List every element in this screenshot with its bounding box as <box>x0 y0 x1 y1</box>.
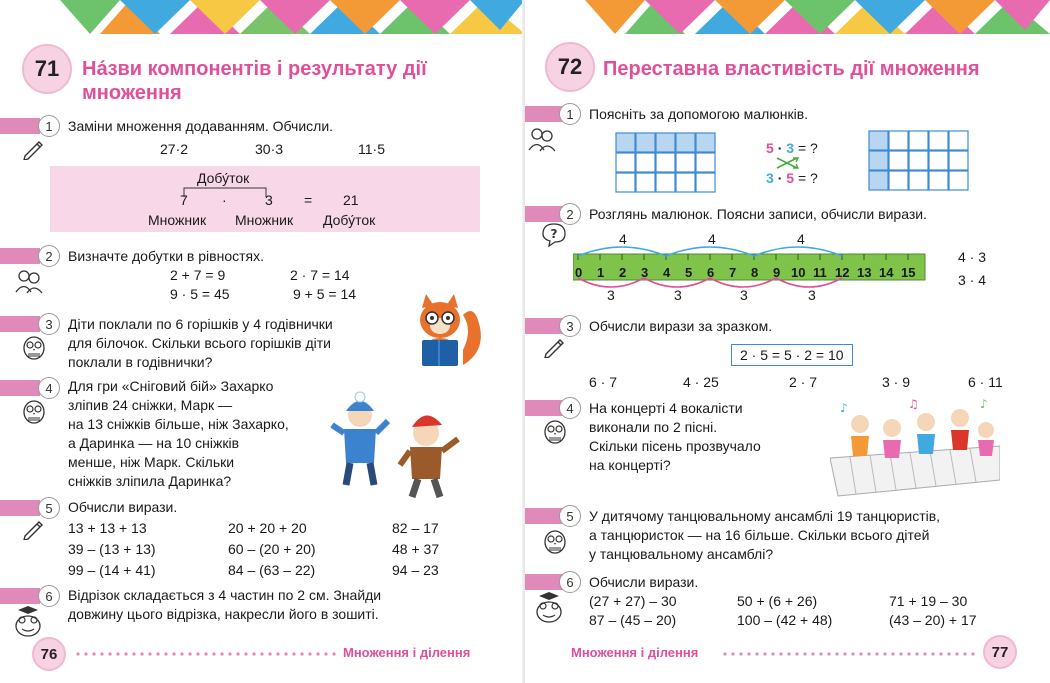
task-6-text: Обчисли вирази. <box>589 574 699 590</box>
task-bar <box>525 206 563 222</box>
grid-cell <box>636 173 655 192</box>
expression: 87 – (45 – 20) <box>589 612 677 628</box>
expression: (27 + 27) – 30 <box>589 593 677 609</box>
expression: 4 · 3 <box>958 249 987 265</box>
grid-cell <box>889 171 908 190</box>
expression: 3 · 9 <box>882 374 911 390</box>
grid-cell <box>676 173 695 192</box>
grid-cell <box>949 151 968 170</box>
top-decoration <box>60 0 525 34</box>
owl-icon <box>22 398 46 424</box>
product-label-top: Добу́ток <box>197 170 250 186</box>
grid-cell <box>676 133 695 152</box>
grid-cell <box>869 131 888 150</box>
task-3-line: для білочок. Скільки всього горішків діти <box>68 335 331 351</box>
task-bar <box>0 588 40 604</box>
expression: 82 – 17 <box>392 520 439 536</box>
expression: 6 · 11 <box>968 374 1003 390</box>
equals-sign: = <box>304 192 313 208</box>
task-number: 6 <box>38 585 60 607</box>
footer-section-title: Множення і ділення <box>571 645 699 660</box>
task-bar <box>525 400 563 416</box>
task-number: 6 <box>559 571 581 593</box>
sample-box: 2 · 5 = 5 · 2 = 10 <box>731 344 853 366</box>
right-page <box>525 0 1050 683</box>
grid-cell <box>676 153 695 172</box>
task-4-line: на концерті? <box>589 457 671 473</box>
svg-text:♫: ♫ <box>908 397 919 411</box>
ruler-label: 0 <box>575 265 583 280</box>
expression: 71 + 19 – 30 <box>889 593 968 609</box>
task-number: 2 <box>559 203 581 225</box>
frog-scholar-icon <box>12 604 44 638</box>
expression: 39 – (13 + 13) <box>68 541 156 557</box>
footer-dots <box>721 652 975 656</box>
task-bar <box>0 316 40 332</box>
task-number: 4 <box>38 377 60 399</box>
grid-cell <box>949 131 968 150</box>
expression: 50 + (6 + 26) <box>737 593 818 609</box>
grid-cell <box>636 133 655 152</box>
grid-cell <box>909 151 928 170</box>
factor-label: Множник <box>235 212 294 228</box>
ruler-label: 10 <box>791 265 806 280</box>
arc-label-bottom: 3 <box>808 287 816 303</box>
factor: 3 <box>786 140 795 156</box>
task-bar <box>525 318 563 334</box>
task-number: 1 <box>559 103 581 125</box>
grid-cell <box>929 171 948 190</box>
task-4-line: а Даринка — на 10 сніжків <box>68 435 240 451</box>
grid-cell <box>616 153 635 172</box>
factor-b: 3 <box>265 192 273 208</box>
thinking-question-icon <box>539 222 569 248</box>
expression: 30·3 <box>255 141 284 157</box>
owl-icon <box>543 418 567 444</box>
task-4-line: зліпив 24 сніжки, Марк — <box>68 397 233 413</box>
task-bar <box>525 508 563 524</box>
task-bar <box>525 106 563 122</box>
grid-cell <box>696 153 715 172</box>
factor: 3 <box>766 170 774 186</box>
task-number: 3 <box>559 315 581 337</box>
expression: 11·5 <box>358 141 385 157</box>
expression: 20 + 20 + 20 <box>228 520 307 536</box>
ruler-label: 7 <box>729 265 737 280</box>
ruler-label: 15 <box>901 265 916 280</box>
footer-section-title: Множення і ділення <box>343 645 471 660</box>
grid-cell <box>696 133 715 152</box>
expression: 100 – (42 + 48) <box>737 612 833 628</box>
arc-label-bottom: 3 <box>740 287 748 303</box>
page-number: 77 <box>983 635 1017 669</box>
svg-text:♪: ♪ <box>980 397 988 411</box>
pair-work-icon <box>14 268 44 294</box>
owl-icon <box>22 334 46 360</box>
grid-cell <box>929 151 948 170</box>
grid-3x5-figure <box>868 130 974 194</box>
multiply-dot: · <box>777 170 783 186</box>
task-bar <box>525 574 563 590</box>
frog-scholar-icon <box>533 590 565 624</box>
arc-label-top: 4 <box>708 231 716 247</box>
expression: 99 – (14 + 41) <box>68 562 156 578</box>
grid-cell <box>696 173 715 192</box>
expression: 2 · 7 <box>789 374 818 390</box>
ruler-label: 1 <box>597 265 605 280</box>
grid-cell <box>909 171 928 190</box>
grid-cell <box>656 133 675 152</box>
task-2-text: Визначте добутки в рівностях. <box>68 248 264 264</box>
task-4-line: сніжків зліпила Даринка? <box>68 473 232 489</box>
page-number: 76 <box>32 637 66 671</box>
grid-cell <box>656 173 675 192</box>
arc-label-bottom: 3 <box>607 287 615 303</box>
grid-cell <box>656 153 675 172</box>
grid-5x3-figure <box>615 132 721 194</box>
svg-text:♪: ♪ <box>840 401 848 415</box>
task-bar <box>0 380 40 396</box>
expression: 13 + 13 + 13 <box>68 520 147 536</box>
grid-cell <box>869 151 888 170</box>
expression: 27·2 <box>160 141 189 157</box>
product-value: 21 <box>343 192 359 208</box>
lesson-number-badge: 71 <box>22 44 72 94</box>
ruler-label: 13 <box>857 265 872 280</box>
task-number: 1 <box>38 115 60 137</box>
factor-label: Множник <box>148 212 207 228</box>
arc-label-top: 4 <box>797 231 805 247</box>
factor: 5 <box>786 170 795 186</box>
ruler-label: 11 <box>813 265 827 280</box>
equation: 2 · 7 = 14 <box>290 267 350 283</box>
task-number: 3 <box>38 313 60 335</box>
equation-3x5 <box>766 168 818 189</box>
factor-a: 7 <box>180 192 188 208</box>
multiply-dot: · <box>777 140 783 156</box>
ruler-label: 12 <box>835 265 850 280</box>
arc-label-top: 4 <box>619 231 627 247</box>
task-5-line: у танцювальному ансамблі? <box>589 546 774 562</box>
squirrel-illustration <box>408 290 488 370</box>
task-number: 5 <box>38 497 60 519</box>
expression: 84 – (63 – 22) <box>228 562 316 578</box>
singers-on-piano-illustration <box>830 396 1000 498</box>
pencil-icon <box>22 138 46 160</box>
equation: 2 + 7 = 9 <box>170 267 226 283</box>
lesson-number-badge: 72 <box>545 42 595 92</box>
expression: 60 – (20 + 20) <box>228 541 316 557</box>
expression: 4 · 25 <box>683 374 719 390</box>
task-4-line: Для гри «Сніговий бій» Захарко <box>68 378 274 394</box>
equation: 9 + 5 = 14 <box>293 286 357 302</box>
factor: 5 <box>766 140 774 156</box>
grid-cell <box>929 131 948 150</box>
expression: 3 · 4 <box>958 272 987 288</box>
task-5-line: У дитячому танцювальному ансамблі 19 танцюристів, <box>589 508 941 524</box>
ruler-label: 3 <box>641 265 649 280</box>
task-number: 5 <box>559 505 581 527</box>
expression: 94 – 23 <box>392 562 439 578</box>
grid-cell <box>909 131 928 150</box>
task-3-text: Обчисли вирази за зразком. <box>589 318 773 334</box>
expression: 6 · 7 <box>589 374 618 390</box>
ruler-label: 14 <box>879 265 894 280</box>
task-2-text: Розглянь малюнок. Поясни записи, обчисли вирази. <box>589 206 927 222</box>
task-5-line: а танцюристок — на 16 більше. Скільки всього дітей <box>589 527 930 543</box>
multiply-dot: · <box>222 192 227 208</box>
expression: (43 – 20) + 17 <box>889 612 977 628</box>
equation-rest: = ? <box>797 140 818 156</box>
task-4-line: Скільки пісень прозвучало <box>589 438 761 454</box>
task-number: 4 <box>559 397 581 419</box>
ruler-label: 6 <box>707 265 715 280</box>
top-decoration <box>585 0 1050 34</box>
task-6-line: довжину цього відрізка, накресли його в зошиті. <box>68 606 379 622</box>
task-5-text: Обчисли вирази. <box>68 499 178 515</box>
task-4-line: на 13 сніжків більше, ніж Захарко, <box>68 416 289 432</box>
ruler-label: 5 <box>685 265 693 280</box>
task-1-text: Поясніть за допомогою малюнків. <box>589 106 809 122</box>
grid-cell <box>616 133 635 152</box>
equation: 9 · 5 = 45 <box>170 286 230 302</box>
expression: 48 + 37 <box>392 541 440 557</box>
children-snowball-illustration <box>330 385 470 500</box>
task-4-line: На концерті 4 вокалісти <box>589 400 743 416</box>
grid-cell <box>889 131 908 150</box>
task-4-line: менше, ніж Марк. Скільки <box>68 454 235 470</box>
owl-icon <box>543 528 567 554</box>
task-6-line: Відрізок складається з 4 частин по 2 см. Знайди <box>68 587 382 603</box>
task-bar <box>0 118 40 134</box>
task-bar <box>0 500 40 516</box>
task-1-text: Заміни множення додаванням. Обчисли. <box>68 118 334 134</box>
footer-dots <box>74 652 336 656</box>
svg-text:?: ? <box>550 227 558 241</box>
lesson-title: Переставна властивість дії множення <box>603 58 980 80</box>
pencil-icon <box>543 336 567 358</box>
grid-cell <box>616 173 635 192</box>
grid-cell <box>636 153 655 172</box>
lesson-title-line-1: На́зви компонентів і результату дії <box>82 58 427 80</box>
task-3-line: поклали в годівнички? <box>68 354 213 370</box>
grid-cell <box>869 171 888 190</box>
task-3-line: Діти поклали по 6 горішків у 4 годівнички <box>68 316 333 332</box>
grid-cell <box>889 151 908 170</box>
lesson-title-line-2: множення <box>82 82 182 104</box>
equation-rest: = ? <box>797 170 818 186</box>
ruler-label: 8 <box>751 265 759 280</box>
ruler-label: 4 <box>663 265 671 280</box>
task-4-line: виконали по 2 пісні. <box>589 419 718 435</box>
arc-label-bottom: 3 <box>674 287 682 303</box>
task-bar <box>0 248 40 264</box>
ruler-label: 9 <box>773 265 781 280</box>
pair-work-icon <box>527 126 557 152</box>
task-number: 2 <box>38 245 60 267</box>
pencil-icon <box>22 518 46 540</box>
ruler-label: 2 <box>619 265 627 280</box>
grid-cell <box>949 171 968 190</box>
product-label: Добу́ток <box>323 212 376 228</box>
